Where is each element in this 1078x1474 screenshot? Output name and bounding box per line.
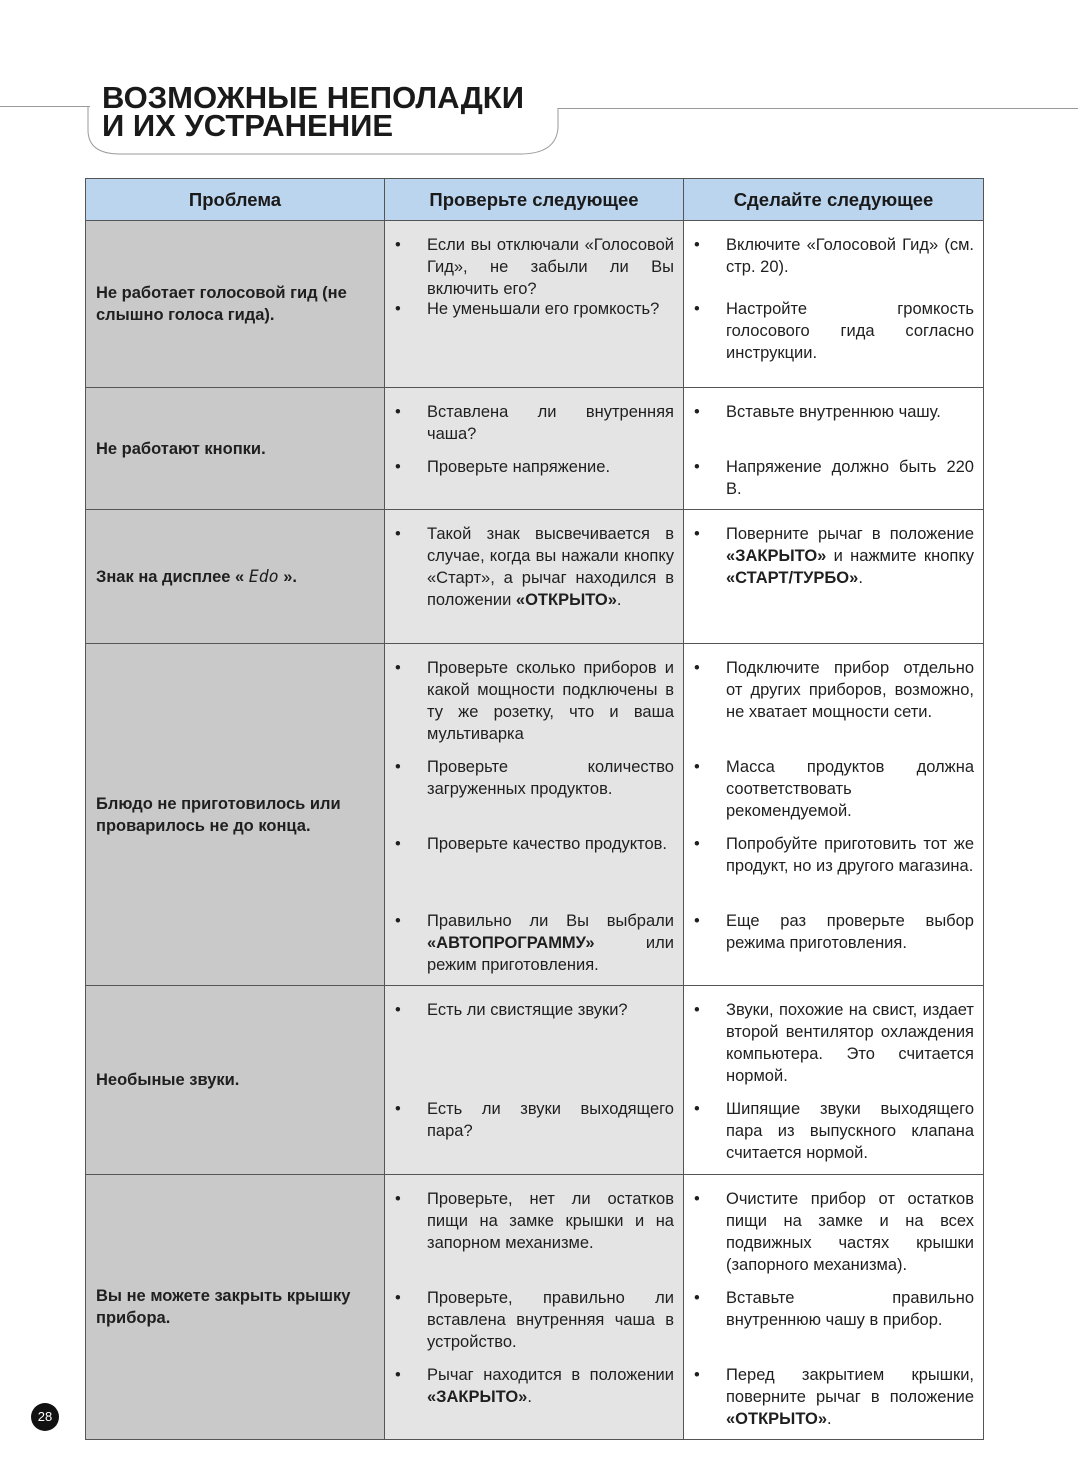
bullet: • bbox=[395, 458, 401, 476]
bullet: • bbox=[395, 1289, 401, 1307]
check-text: Вставлена ли внутренняя чаша? bbox=[427, 403, 674, 443]
check-text: Проверьте, нет ли остатков пищи на замке крышки и на запорном механизме. bbox=[427, 1190, 674, 1252]
bullet: • bbox=[395, 1366, 401, 1384]
bullet: • bbox=[694, 525, 700, 543]
bullet: • bbox=[694, 1190, 700, 1208]
action-item bbox=[684, 456, 983, 500]
problem-cell: Вы не можете закрыть крышку прибора. bbox=[86, 1175, 385, 1440]
bullet: • bbox=[395, 659, 401, 677]
check-item bbox=[385, 999, 683, 1087]
check-cell bbox=[385, 644, 684, 986]
action-text: Вставьте правильно внутреннюю чашу в прибор. bbox=[726, 1289, 974, 1329]
check-item bbox=[385, 910, 683, 976]
check-item bbox=[385, 401, 683, 445]
page-title-line1: ВОЗМОЖНЫЕ НЕПОЛАДКИ bbox=[102, 80, 524, 115]
check-item bbox=[385, 657, 683, 745]
action-item bbox=[684, 910, 983, 954]
header-rule-right bbox=[558, 108, 1078, 109]
bullet: • bbox=[395, 912, 401, 930]
problem-cell: Не работает голосовой гид (не слышно голоса гида). bbox=[86, 221, 385, 388]
action-item bbox=[684, 999, 983, 1087]
bullet: • bbox=[694, 300, 700, 318]
action-text: Очистите прибор от остатков пищи на замке и на всех подвижных частях крышки (запорного механизма). bbox=[726, 1190, 974, 1274]
check-cell bbox=[385, 986, 684, 1175]
action-text-bold: «ЗАКРЫТО» bbox=[726, 547, 827, 565]
page-title bbox=[102, 80, 524, 143]
bullet: • bbox=[395, 525, 401, 543]
action-cell bbox=[684, 1175, 984, 1440]
action-cell bbox=[684, 986, 984, 1175]
display-code: Edo bbox=[248, 566, 279, 586]
bullet: • bbox=[395, 1100, 401, 1118]
check-text: Есть ли звуки выходящего пара? bbox=[427, 1100, 674, 1140]
check-text: Правильно ли Вы выбрали bbox=[427, 912, 674, 930]
action-cell bbox=[684, 510, 984, 644]
action-item bbox=[684, 1188, 983, 1276]
action-text-bold: «СТАРТ/ТУРБО» bbox=[726, 569, 859, 587]
check-text: Проверьте количество загруженных продуктов. bbox=[427, 758, 674, 798]
table-row bbox=[86, 221, 984, 388]
check-text-bold: «ОТКРЫТО» bbox=[515, 591, 617, 609]
table-row bbox=[86, 644, 984, 986]
action-text-end: . bbox=[827, 1410, 832, 1428]
bullet: • bbox=[694, 403, 700, 421]
action-text: Еще раз проверьте выбор режима приготовления. bbox=[726, 912, 974, 952]
check-item bbox=[385, 1364, 683, 1408]
check-item bbox=[385, 523, 683, 611]
check-text: Не уменьшали его громкость? bbox=[427, 300, 660, 318]
check-text: Проверьте напряжение. bbox=[427, 458, 611, 476]
bullet: • bbox=[395, 835, 401, 853]
action-text-bold: «ОТКРЫТО» bbox=[726, 1410, 827, 1428]
check-text-end: . bbox=[616, 591, 622, 609]
check-item bbox=[385, 1287, 683, 1353]
table-header-row bbox=[86, 179, 984, 221]
check-text: Есть ли свистящие звуки? bbox=[427, 1001, 628, 1019]
check-item bbox=[385, 298, 683, 320]
check-item bbox=[385, 456, 683, 478]
bullet: • bbox=[694, 758, 700, 776]
action-text: Поверните рычаг в положение bbox=[726, 525, 974, 543]
column-header-problem: Проблема bbox=[86, 179, 385, 221]
bullet: • bbox=[694, 1100, 700, 1118]
action-cell bbox=[684, 221, 984, 388]
check-item bbox=[385, 1098, 683, 1142]
bullet: • bbox=[395, 1001, 401, 1019]
bullet: • bbox=[395, 300, 401, 318]
troubleshooting-table bbox=[85, 178, 984, 1440]
table-row bbox=[86, 388, 984, 510]
bullet: • bbox=[395, 758, 401, 776]
action-cell bbox=[684, 388, 984, 510]
column-header-check: Проверьте следующее bbox=[385, 179, 684, 221]
check-text-end: . bbox=[527, 1388, 532, 1406]
bullet: • bbox=[694, 659, 700, 677]
action-text: Включите «Голосовой Гид» (см. стр. 20). bbox=[726, 236, 974, 276]
action-item bbox=[684, 234, 983, 289]
action-item bbox=[684, 1287, 983, 1353]
check-cell bbox=[385, 1175, 684, 1440]
action-item bbox=[684, 1364, 983, 1430]
header-rule-left bbox=[0, 106, 90, 107]
check-item bbox=[385, 756, 683, 822]
action-cell bbox=[684, 644, 984, 986]
action-text: Перед закрытием крышки, поверните рычаг в положение bbox=[726, 1366, 974, 1406]
action-text: Попробуйте приготовить тот же продукт, но из другого магазина. bbox=[726, 835, 974, 875]
action-item bbox=[684, 523, 983, 589]
action-text: Шипящие звуки выходящего пара из выпускного клапана считается нормой. bbox=[726, 1100, 974, 1162]
action-text-mid: и нажмите кнопку bbox=[826, 547, 974, 565]
page-title-line2: И ИХ УСТРАНЕНИЕ bbox=[102, 108, 394, 143]
bullet: • bbox=[395, 403, 401, 421]
action-text: Звуки, похожие на свист, издает второй вентилятор охлаждения компьютера. Это считается нормой. bbox=[726, 1001, 974, 1085]
check-text-bold: «ЗАКРЫТО» bbox=[427, 1388, 528, 1406]
action-text: Вставьте внутреннюю чашу. bbox=[726, 403, 941, 421]
bullet: • bbox=[694, 458, 700, 476]
check-item bbox=[385, 234, 683, 298]
bullet: • bbox=[395, 236, 401, 254]
check-cell bbox=[385, 388, 684, 510]
bullet: • bbox=[694, 835, 700, 853]
problem-cell: Не работают кнопки. bbox=[86, 388, 385, 510]
action-item bbox=[684, 833, 983, 899]
bullet: • bbox=[694, 912, 700, 930]
action-text: Масса продуктов должна соответствовать рекомендуемой. bbox=[726, 758, 974, 820]
check-cell bbox=[385, 221, 684, 388]
bullet: • bbox=[694, 1289, 700, 1307]
action-item bbox=[684, 756, 983, 822]
action-text: Напряжение должно быть 220 В. bbox=[726, 458, 974, 498]
check-item bbox=[385, 1188, 683, 1276]
problem-cell: Блюдо не приготовилось или проварилось не до конца. bbox=[86, 644, 385, 986]
table-row bbox=[86, 510, 984, 644]
column-header-action: Сделайте следующее bbox=[684, 179, 984, 221]
problem-cell: Необыные звуки. bbox=[86, 986, 385, 1175]
bullet: • bbox=[395, 1190, 401, 1208]
action-text: Подключите прибор отдельно от других приборов, возможно, не хватает мощности сети. bbox=[726, 659, 974, 721]
check-text: Проверьте сколько приборов и какой мощности подключены в ту же розетку, что и ваша мультиварка bbox=[427, 659, 674, 743]
action-text-end: . bbox=[858, 569, 863, 587]
action-item bbox=[684, 401, 983, 445]
check-text-bold: «АВТОПРОГРАММУ» bbox=[427, 934, 595, 952]
bullet: • bbox=[694, 1366, 700, 1384]
action-item bbox=[684, 298, 983, 364]
bullet: • bbox=[694, 236, 700, 254]
check-text-end: или режим приготовления. bbox=[427, 934, 674, 974]
check-item bbox=[385, 833, 683, 899]
check-text: Проверьте, правильно ли вставлена внутренняя чаша в устройство. bbox=[427, 1289, 674, 1351]
action-item bbox=[684, 1098, 983, 1164]
check-cell bbox=[385, 510, 684, 644]
action-item bbox=[684, 657, 983, 745]
check-text: Такой знак высвечивается в случае, когда вы нажали кнопку «Старт», а рычаг находился в положении bbox=[427, 525, 674, 609]
problem-cell bbox=[86, 510, 385, 644]
table-row bbox=[86, 1175, 984, 1440]
problem-text: Знак на дисплее « bbox=[96, 567, 245, 586]
action-text: Настройте громкость голосового гида согласно инструкции. bbox=[726, 300, 974, 362]
table-row bbox=[86, 986, 984, 1175]
bullet: • bbox=[694, 1001, 700, 1019]
check-text: Проверьте качество продуктов. bbox=[427, 835, 668, 853]
check-text: Рычаг находится в положении bbox=[427, 1366, 674, 1384]
problem-text-end: ». bbox=[283, 567, 297, 586]
page-number: 28 bbox=[31, 1403, 59, 1431]
check-text: Если вы отключали «Голосовой Гид», не забыли ли Вы включить его? bbox=[427, 236, 674, 298]
